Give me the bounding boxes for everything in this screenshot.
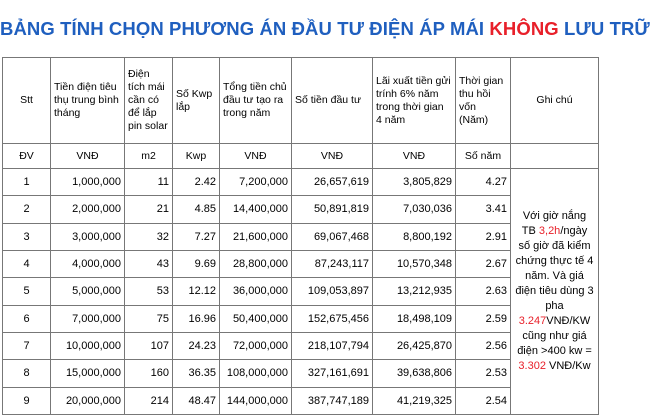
- title-highlight: KHÔNG: [489, 18, 559, 39]
- title-part-2: LƯU TRỮ: [558, 18, 650, 39]
- cell-invest: 387,747,189: [292, 387, 373, 414]
- note-price-3-phase: 3.247: [518, 315, 547, 327]
- cell-interest: 13,212,935: [373, 278, 456, 305]
- header-interest: Lãi xuất tiền gửi trính 6% năm trong thời gian 4 năm: [373, 58, 456, 144]
- cell-area: 75: [125, 305, 173, 332]
- cell-income: 28,800,000: [220, 250, 292, 277]
- cell-bill: 7,000,000: [51, 305, 125, 332]
- cell-payback: 2.63: [456, 278, 511, 305]
- cell-stt: 5: [3, 278, 51, 305]
- cell-bill: 10,000,000: [51, 332, 125, 359]
- unit-bill: VNĐ: [51, 144, 125, 169]
- cell-area: 214: [125, 387, 173, 414]
- cell-invest: 109,053,897: [292, 278, 373, 305]
- unit-note: [511, 144, 599, 169]
- cell-interest: 26,425,870: [373, 332, 456, 359]
- cell-stt: 1: [3, 169, 51, 196]
- investment-table: [2, 57, 599, 415]
- cell-income: 14,400,000: [220, 196, 292, 223]
- cell-area: 53: [125, 278, 173, 305]
- note-text-2: /ngày số giờ đã kiểm chứng thực tế 4 năm. Và giá điện tiêu dùng 3 pha: [515, 225, 594, 312]
- unit-income: VNĐ: [220, 144, 292, 169]
- cell-bill: 2,000,000: [51, 196, 125, 223]
- unit-payback: Số năm: [456, 144, 511, 169]
- cell-interest: 41,219,325: [373, 387, 456, 414]
- header-row: [3, 58, 599, 144]
- unit-area: m2: [125, 144, 173, 169]
- unit-kwp: Kwp: [173, 144, 220, 169]
- cell-income: 21,600,000: [220, 223, 292, 250]
- table-row: [3, 387, 599, 414]
- table-row: [3, 250, 599, 277]
- unit-invest: VNĐ: [292, 144, 373, 169]
- note-sun-hours: 3,2h: [538, 225, 561, 237]
- header-bill: Tiền điện tiêu thụ trung bình tháng: [51, 58, 125, 144]
- cell-payback: 4.27: [456, 169, 511, 196]
- table-row: [3, 332, 599, 359]
- cell-interest: 3,805,829: [373, 169, 456, 196]
- cell-bill: 20,000,000: [51, 387, 125, 414]
- table-row: [3, 223, 599, 250]
- cell-kwp: 2.42: [173, 169, 220, 196]
- header-area: Điện tích mái cần có để lắp pin solar: [125, 58, 173, 144]
- cell-invest: 218,107,794: [292, 332, 373, 359]
- cell-interest: 39,638,806: [373, 360, 456, 387]
- cell-area: 11: [125, 169, 173, 196]
- cell-stt: 4: [3, 250, 51, 277]
- table-row: [3, 196, 599, 223]
- cell-area: 21: [125, 196, 173, 223]
- header-payback: Thời gian thu hồi vốn (Năm): [456, 58, 511, 144]
- cell-stt: 6: [3, 305, 51, 332]
- cell-bill: 4,000,000: [51, 250, 125, 277]
- cell-bill: 5,000,000: [51, 278, 125, 305]
- cell-income: 7,200,000: [220, 169, 292, 196]
- cell-interest: 7,030,036: [373, 196, 456, 223]
- header-stt: Stt: [3, 58, 51, 144]
- table-row: [3, 360, 599, 387]
- cell-invest: 327,161,691: [292, 360, 373, 387]
- cell-payback: 2.67: [456, 250, 511, 277]
- cell-area: 160: [125, 360, 173, 387]
- cell-payback: 2.59: [456, 305, 511, 332]
- cell-interest: 10,570,348: [373, 250, 456, 277]
- cell-income: 144,000,000: [220, 387, 292, 414]
- cell-invest: 69,067,468: [292, 223, 373, 250]
- cell-income: 50,400,000: [220, 305, 292, 332]
- cell-bill: 15,000,000: [51, 360, 125, 387]
- unit-stt: ĐV: [3, 144, 51, 169]
- cell-bill: 1,000,000: [51, 169, 125, 196]
- cell-invest: 26,657,619: [292, 169, 373, 196]
- cell-income: 72,000,000: [220, 332, 292, 359]
- cell-area: 107: [125, 332, 173, 359]
- cell-bill: 3,000,000: [51, 223, 125, 250]
- title-part-1: BẢNG TÍNH CHỌN PHƯƠNG ÁN ĐẦU TƯ ĐIỆN ÁP MÁI: [0, 18, 490, 39]
- cell-kwp: 9.69: [173, 250, 220, 277]
- cell-invest: 50,891,819: [292, 196, 373, 223]
- cell-stt: 7: [3, 332, 51, 359]
- cell-stt: 3: [3, 223, 51, 250]
- cell-stt: 9: [3, 387, 51, 414]
- unit-row: [3, 144, 599, 169]
- header-kwp: Số Kwp lắp: [173, 58, 220, 144]
- header-income: Tổng tiền chủ đầu tư tạo ra trong năm: [220, 58, 292, 144]
- cell-payback: 2.53: [456, 360, 511, 387]
- note-cell: [511, 169, 599, 415]
- note-text-3: VNĐ/KW cũng như giá điện >400 kw =: [517, 315, 592, 357]
- cell-stt: 8: [3, 360, 51, 387]
- cell-invest: 152,675,456: [292, 305, 373, 332]
- page-title: [0, 0, 650, 57]
- cell-income: 108,000,000: [220, 360, 292, 387]
- cell-kwp: 12.12: [173, 278, 220, 305]
- header-invest: Số tiền đầu tư: [292, 58, 373, 144]
- table-row: [3, 169, 599, 196]
- cell-payback: 2.54: [456, 387, 511, 414]
- cell-interest: 18,498,109: [373, 305, 456, 332]
- table-row: [3, 278, 599, 305]
- cell-kwp: 16.96: [173, 305, 220, 332]
- cell-invest: 87,243,117: [292, 250, 373, 277]
- cell-kwp: 4.85: [173, 196, 220, 223]
- cell-income: 36,000,000: [220, 278, 292, 305]
- note-text-1: Với giờ nắng TB: [521, 210, 587, 237]
- cell-kwp: 7.27: [173, 223, 220, 250]
- cell-area: 32: [125, 223, 173, 250]
- header-note: Ghi chú: [511, 58, 599, 144]
- cell-kwp: 48.47: [173, 387, 220, 414]
- cell-stt: 2: [3, 196, 51, 223]
- note-price-400kw: 3.302: [518, 360, 546, 372]
- cell-area: 43: [125, 250, 173, 277]
- cell-payback: 2.91: [456, 223, 511, 250]
- table-row: [3, 305, 599, 332]
- cell-kwp: 36.35: [173, 360, 220, 387]
- cell-interest: 8,800,192: [373, 223, 456, 250]
- cell-kwp: 24.23: [173, 332, 220, 359]
- unit-interest: VNĐ: [373, 144, 456, 169]
- cell-payback: 2.56: [456, 332, 511, 359]
- note-text-4: VNĐ/Kw: [545, 360, 591, 372]
- cell-payback: 3.41: [456, 196, 511, 223]
